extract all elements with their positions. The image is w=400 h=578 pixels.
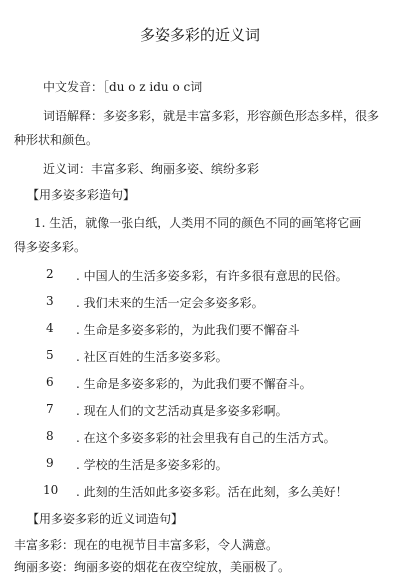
sentence-text: . 生命是多姿多彩的，为此我们要不懈奋斗。 [76,377,312,391]
definition-line-1: 词语解释：多姿多彩，就是丰富多彩，形容颜色形态多样，很多 [43,109,380,123]
pinyin-row [43,78,202,95]
sentence-text: . 现在人们的文艺活动真是多姿多彩啊。 [76,404,288,418]
sentence-text: . 此刻的生活如此多姿多彩。活在此刻，多么美好！ [76,485,348,499]
sentence-number: 5 [46,348,54,362]
sentence-number: 10 [43,483,59,497]
pinyin-label: 中文发音： [43,80,104,94]
sentence-text: . 生活，就像一张白纸，人类用不同的颜色不同的画笔将它画 [41,216,362,230]
sentence-number: 2 [46,267,54,281]
sentence-text: . 社区百姓的生活多姿多彩。 [76,350,228,364]
sentence-text: . 在这个多姿多彩的社会里我有自己的生活方式。 [76,431,336,445]
definition-line-2: 种形状和颜色。 [14,133,99,147]
sentence-number: 6 [46,375,54,389]
sentence-number: 1 [34,216,42,230]
sentence-number: 7 [46,402,54,416]
sentence-number: 8 [46,429,54,443]
sentence-1-line-1 [34,214,361,231]
sentence-number: 3 [46,294,54,308]
pinyin-value: ［du o z idu o c词 [103,80,203,94]
synonym-sentence: 绚丽多姿：绚丽多姿的烟花在夜空绽放，美丽极了。 [14,560,291,574]
sentence-text: . 我们未来的生活一定会多姿多彩。 [76,296,264,310]
synonym-sentence: 丰富多彩：现在的电视节目丰富多彩，令人满意。 [14,538,279,552]
sentence-text: . 学校的生活是多姿多彩的。 [76,458,228,472]
sentence-text: . 生命是多姿多彩的，为此我们要不懈奋斗 [76,323,300,337]
page-title: 多姿多彩的近义词 [139,26,260,44]
section-heading-sentences: 【用多姿多彩造句】 [27,188,136,202]
sentence-1-line-2: 得多姿多彩。 [14,240,87,254]
sentence-number: 4 [46,321,54,335]
synonyms-line: 近义词：丰富多彩、绚丽多姿、缤纷多彩 [43,162,260,176]
sentence-number: 9 [46,456,54,470]
sentence-text: . 中国人的生活多姿多彩，有许多很有意思的民俗。 [76,269,348,283]
section-heading-synonym-sentences: 【用多姿多彩的近义词造句】 [27,512,184,526]
